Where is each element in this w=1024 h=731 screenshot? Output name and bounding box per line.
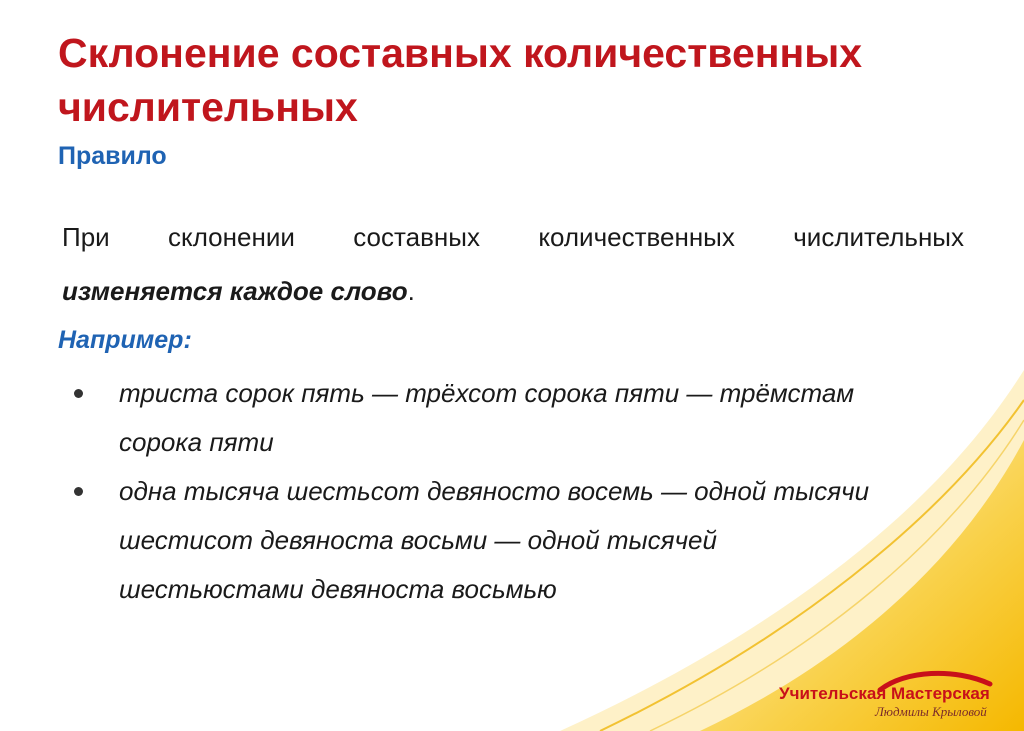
publisher-logo (775, 668, 1015, 726)
example-item (62, 467, 902, 614)
slide-title: Склонение составных количественных числительных (58, 30, 863, 130)
logo-subtitle: Людмилы Крыловой (875, 704, 987, 719)
rule-emphasis: изменяется каждое слово (62, 276, 408, 306)
example-text: триста сорок пять — трёхсот сорока пяти — трёмстам сорока пяти (119, 378, 855, 457)
example-heading: Например: (58, 326, 192, 354)
rule-text (62, 210, 964, 318)
example-text: одна тысяча шестьсот девяносто восемь — одной тысячи шестисот девяноста восьми — одной тысячей шестьюстами девяноста восьмью (119, 476, 870, 604)
example-item (62, 369, 902, 467)
rule-ending: . (407, 276, 415, 306)
bullet-icon (74, 487, 83, 496)
logo-title: Учительская Мастерская (779, 684, 990, 703)
bullet-icon (74, 389, 83, 398)
rule-text-second-line (62, 264, 964, 318)
rule-text-line: При склонении составных количественных числительных (62, 222, 964, 252)
rule-heading: Правило (58, 142, 167, 170)
example-list (62, 369, 902, 614)
